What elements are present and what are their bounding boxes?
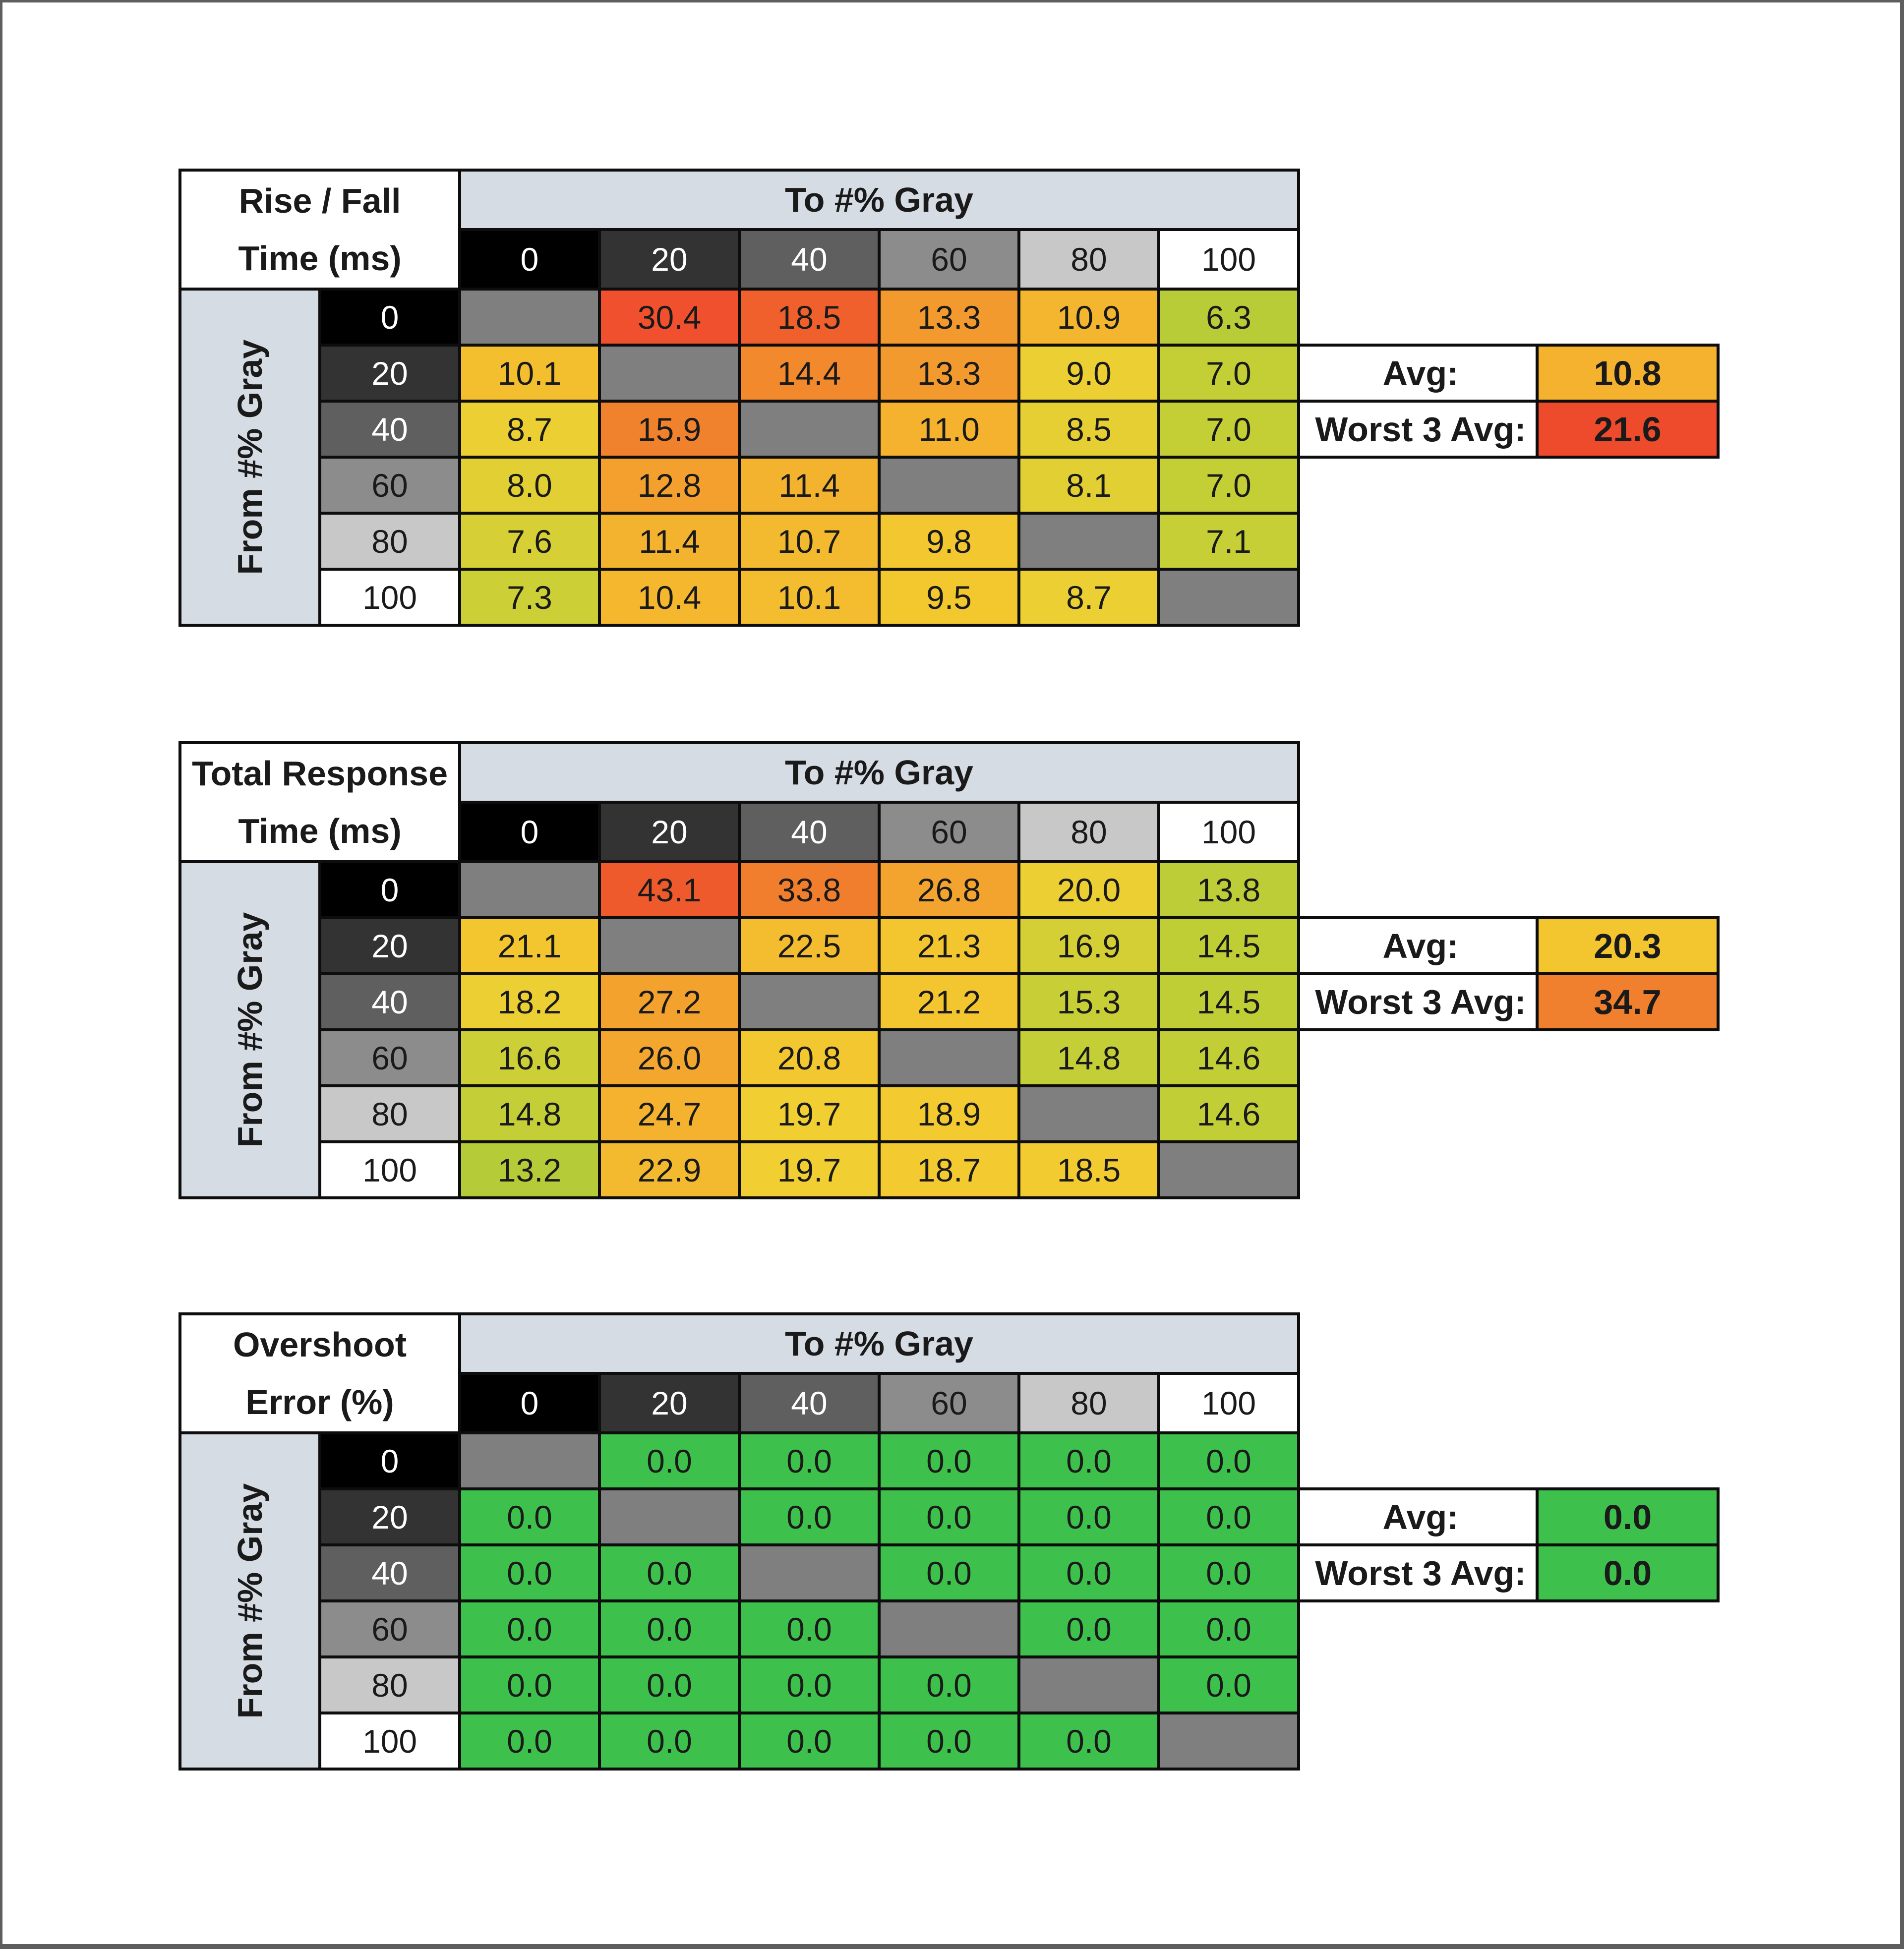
col-header-80: 80 xyxy=(1019,230,1159,289)
grid-line xyxy=(1017,1373,1020,1769)
row-group-header-text: From #% Gray xyxy=(231,339,269,575)
data-cell: 0.0 xyxy=(879,1657,1019,1713)
data-cell: 13.8 xyxy=(1159,862,1299,918)
data-cell: 18.5 xyxy=(739,289,879,345)
data-cell: 10.4 xyxy=(599,569,739,625)
col-header-20: 20 xyxy=(599,802,739,862)
row-header-60: 60 xyxy=(320,1030,460,1086)
col-header-40: 40 xyxy=(739,230,879,289)
row-header-40: 40 xyxy=(320,401,460,457)
grid-line xyxy=(458,1314,461,1769)
data-cell: 10.9 xyxy=(1019,289,1159,345)
diagonal-cell xyxy=(739,974,879,1030)
grid-line xyxy=(320,568,1299,571)
data-cell: 14.8 xyxy=(460,1086,599,1142)
data-cell: 0.0 xyxy=(879,1713,1019,1769)
grid-line xyxy=(1299,1028,1720,1031)
data-cell: 0.0 xyxy=(1159,1601,1299,1657)
col-header-0: 0 xyxy=(460,230,599,289)
data-cell: 7.6 xyxy=(460,513,599,569)
grid-line xyxy=(320,916,1299,919)
data-cell: 11.0 xyxy=(879,401,1019,457)
row-header-20: 20 xyxy=(320,1489,460,1545)
grid-line xyxy=(1157,802,1160,1198)
row-header-40: 40 xyxy=(320,1545,460,1601)
col-group-header: To #% Gray xyxy=(460,1314,1299,1373)
row-header-80: 80 xyxy=(320,1086,460,1142)
data-cell: 10.1 xyxy=(739,569,879,625)
data-cell: 0.0 xyxy=(1019,1433,1159,1489)
data-cell: 24.7 xyxy=(599,1086,739,1142)
data-cell: 0.0 xyxy=(1159,1545,1299,1601)
data-cell: 10.7 xyxy=(739,513,879,569)
data-cell: 9.0 xyxy=(1019,345,1159,401)
data-cell: 0.0 xyxy=(739,1489,879,1545)
data-cell: 21.2 xyxy=(879,974,1019,1030)
grid-line xyxy=(1299,1599,1720,1602)
worst-3-avg-value: 34.7 xyxy=(1537,974,1718,1030)
col-header-0: 0 xyxy=(460,802,599,862)
data-cell: 14.5 xyxy=(1159,974,1299,1030)
data-cell: 27.2 xyxy=(599,974,739,1030)
data-cell: 8.7 xyxy=(1019,569,1159,625)
col-group-header: To #% Gray xyxy=(460,170,1299,230)
data-cell: 11.4 xyxy=(739,457,879,513)
row-header-100: 100 xyxy=(320,569,460,625)
data-cell: 0.0 xyxy=(739,1713,879,1769)
grid-line xyxy=(320,1028,1299,1031)
col-header-100: 100 xyxy=(1159,802,1299,862)
data-cell: 0.0 xyxy=(739,1433,879,1489)
col-header-20: 20 xyxy=(599,230,739,289)
data-cell: 14.6 xyxy=(1159,1086,1299,1142)
data-cell: 0.0 xyxy=(1159,1657,1299,1713)
grid-line xyxy=(320,1140,1299,1143)
data-cell: 0.0 xyxy=(1159,1489,1299,1545)
avg-value: 10.8 xyxy=(1537,345,1718,401)
data-cell: 13.3 xyxy=(879,289,1019,345)
grid-line xyxy=(320,1712,1299,1714)
row-header-0: 0 xyxy=(320,862,460,918)
data-cell: 0.0 xyxy=(599,1657,739,1713)
grid-line xyxy=(1536,918,1539,1030)
grid-line xyxy=(1017,802,1020,1198)
data-cell: 16.9 xyxy=(1019,918,1159,974)
corner-label-line: Time (ms) xyxy=(238,812,402,850)
col-header-40: 40 xyxy=(739,1373,879,1433)
grid-line xyxy=(320,1655,1299,1658)
grid-line xyxy=(598,1373,601,1769)
avg-label: Avg: xyxy=(1304,918,1537,974)
grid-line xyxy=(320,512,1299,515)
data-cell: 7.3 xyxy=(460,569,599,625)
col-header-60: 60 xyxy=(879,802,1019,862)
data-cell: 30.4 xyxy=(599,289,739,345)
data-cell: 0.0 xyxy=(599,1713,739,1769)
data-cell: 26.0 xyxy=(599,1030,739,1086)
data-cell: 21.3 xyxy=(879,918,1019,974)
row-header-20: 20 xyxy=(320,345,460,401)
diagonal-cell xyxy=(1019,513,1159,569)
data-cell: 0.0 xyxy=(879,1433,1019,1489)
grid-line xyxy=(320,1487,1299,1490)
data-cell: 13.2 xyxy=(460,1142,599,1198)
data-cell: 6.3 xyxy=(1159,289,1299,345)
corner-label xyxy=(180,743,460,862)
col-header-60: 60 xyxy=(879,1373,1019,1433)
row-group-header-text: From #% Gray xyxy=(231,1483,269,1719)
grid-line xyxy=(320,1084,1299,1087)
row-header-0: 0 xyxy=(320,1433,460,1489)
data-cell: 22.9 xyxy=(599,1142,739,1198)
grid-line xyxy=(320,1599,1299,1602)
data-cell: 15.9 xyxy=(599,401,739,457)
col-header-80: 80 xyxy=(1019,1373,1159,1433)
grid-line xyxy=(1299,1487,1720,1490)
avg-value: 20.3 xyxy=(1537,918,1718,974)
data-cell: 26.8 xyxy=(879,862,1019,918)
grid-line xyxy=(1297,1314,1300,1769)
grid-line xyxy=(320,1543,1299,1546)
data-cell: 18.7 xyxy=(879,1142,1019,1198)
data-cell: 11.4 xyxy=(599,513,739,569)
data-cell: 0.0 xyxy=(739,1657,879,1713)
data-cell: 18.9 xyxy=(879,1086,1019,1142)
data-cell: 0.0 xyxy=(460,1601,599,1657)
diagonal-cell xyxy=(879,1601,1019,1657)
data-cell: 0.0 xyxy=(599,1545,739,1601)
col-header-0: 0 xyxy=(460,1373,599,1433)
diagonal-cell xyxy=(599,918,739,974)
row-header-80: 80 xyxy=(320,513,460,569)
grid-line xyxy=(1536,1489,1539,1601)
data-cell: 12.8 xyxy=(599,457,739,513)
diagonal-cell xyxy=(599,1489,739,1545)
worst-3-avg-value: 21.6 xyxy=(1537,401,1718,457)
col-group-header: To #% Gray xyxy=(460,743,1299,802)
worst-3-avg-label: Worst 3 Avg: xyxy=(1304,401,1537,457)
grid-line xyxy=(178,1312,1300,1315)
diagonal-cell xyxy=(460,862,599,918)
row-header-40: 40 xyxy=(320,974,460,1030)
grid-line xyxy=(878,802,881,1198)
data-cell: 14.6 xyxy=(1159,1030,1299,1086)
data-cell: 43.1 xyxy=(599,862,739,918)
data-cell: 0.0 xyxy=(879,1489,1019,1545)
data-cell: 16.6 xyxy=(460,1030,599,1086)
grid-line xyxy=(1717,918,1720,1030)
corner-label-line: Overshoot xyxy=(233,1325,407,1364)
data-cell: 21.1 xyxy=(460,918,599,974)
diagonal-cell xyxy=(1159,569,1299,625)
grid-line xyxy=(1299,972,1720,975)
corner-label-line: Time (ms) xyxy=(238,239,402,278)
grid-line xyxy=(178,743,181,1198)
row-header-20: 20 xyxy=(320,918,460,974)
data-cell: 0.0 xyxy=(879,1545,1019,1601)
col-header-60: 60 xyxy=(879,230,1019,289)
worst-3-avg-value: 0.0 xyxy=(1537,1545,1718,1601)
grid-line xyxy=(1299,916,1720,919)
avg-label: Avg: xyxy=(1304,1489,1537,1545)
diagonal-cell xyxy=(1159,1142,1299,1198)
grid-line xyxy=(320,972,1299,975)
grid-line xyxy=(458,743,461,1198)
data-cell: 14.4 xyxy=(739,345,879,401)
worst-3-avg-label: Worst 3 Avg: xyxy=(1304,1545,1537,1601)
grid-line xyxy=(1717,1489,1720,1601)
grid-line xyxy=(178,1314,181,1769)
data-cell: 0.0 xyxy=(460,1489,599,1545)
data-cell: 10.1 xyxy=(460,345,599,401)
data-cell: 8.7 xyxy=(460,401,599,457)
data-cell: 14.5 xyxy=(1159,918,1299,974)
col-header-100: 100 xyxy=(1159,230,1299,289)
avg-label: Avg: xyxy=(1304,345,1537,401)
data-cell: 0.0 xyxy=(1019,1489,1159,1545)
data-cell: 19.7 xyxy=(739,1086,879,1142)
data-cell: 9.8 xyxy=(879,513,1019,569)
col-header-100: 100 xyxy=(1159,1373,1299,1433)
data-cell: 7.0 xyxy=(1159,401,1299,457)
row-header-100: 100 xyxy=(320,1713,460,1769)
data-cell: 0.0 xyxy=(460,1545,599,1601)
data-cell: 18.5 xyxy=(1019,1142,1159,1198)
data-cell: 0.0 xyxy=(1019,1713,1159,1769)
data-cell: 7.0 xyxy=(1159,345,1299,401)
data-cell: 19.7 xyxy=(739,1142,879,1198)
data-cell: 0.0 xyxy=(1019,1601,1159,1657)
corner-label-line: Rise / Fall xyxy=(238,181,401,220)
corner-label-line: Error (%) xyxy=(245,1383,394,1421)
data-cell: 7.0 xyxy=(1159,457,1299,513)
data-cell: 9.5 xyxy=(879,569,1019,625)
col-header-40: 40 xyxy=(739,802,879,862)
row-group-header-text: From #% Gray xyxy=(231,912,269,1148)
avg-value: 0.0 xyxy=(1537,1489,1718,1545)
data-cell: 15.3 xyxy=(1019,974,1159,1030)
data-cell: 8.5 xyxy=(1019,401,1159,457)
data-cell: 0.0 xyxy=(460,1657,599,1713)
grid-line xyxy=(738,1373,741,1769)
grid-line xyxy=(738,802,741,1198)
data-cell: 18.2 xyxy=(460,974,599,1030)
data-cell: 22.5 xyxy=(739,918,879,974)
col-header-20: 20 xyxy=(599,1373,739,1433)
corner-label xyxy=(180,1314,460,1433)
corner-label-line: Total Response xyxy=(191,754,448,793)
data-cell: 0.0 xyxy=(1019,1545,1159,1601)
data-cell: 0.0 xyxy=(739,1601,879,1657)
grid-line xyxy=(598,802,601,1198)
data-cell: 8.0 xyxy=(460,457,599,513)
diagonal-cell xyxy=(739,1545,879,1601)
grid-line xyxy=(1297,743,1300,1198)
col-header-80: 80 xyxy=(1019,802,1159,862)
diagonal-cell xyxy=(460,1433,599,1489)
data-cell: 20.8 xyxy=(739,1030,879,1086)
data-cell: 33.8 xyxy=(739,862,879,918)
data-cell: 0.0 xyxy=(599,1433,739,1489)
row-header-80: 80 xyxy=(320,1657,460,1713)
row-header-60: 60 xyxy=(320,1601,460,1657)
grid-line xyxy=(1299,1543,1720,1546)
grid-line xyxy=(1157,1373,1160,1769)
row-group-header xyxy=(180,1433,320,1769)
row-header-60: 60 xyxy=(320,457,460,513)
row-header-0: 0 xyxy=(320,289,460,345)
data-cell: 0.0 xyxy=(1159,1433,1299,1489)
grid-line xyxy=(878,1373,881,1769)
data-cell: 0.0 xyxy=(599,1601,739,1657)
data-cell: 14.8 xyxy=(1019,1030,1159,1086)
data-cell: 13.3 xyxy=(879,345,1019,401)
grid-line xyxy=(178,741,1300,744)
row-group-header xyxy=(180,862,320,1198)
data-cell: 8.1 xyxy=(1019,457,1159,513)
diagonal-cell xyxy=(879,1030,1019,1086)
diagonal-cell xyxy=(1159,1713,1299,1769)
worst-3-avg-label: Worst 3 Avg: xyxy=(1304,974,1537,1030)
diagonal-cell xyxy=(1019,1657,1159,1713)
data-cell: 20.0 xyxy=(1019,862,1159,918)
data-cell: 0.0 xyxy=(460,1713,599,1769)
diagonal-cell xyxy=(1019,1086,1159,1142)
row-header-100: 100 xyxy=(320,1142,460,1198)
data-cell: 7.1 xyxy=(1159,513,1299,569)
